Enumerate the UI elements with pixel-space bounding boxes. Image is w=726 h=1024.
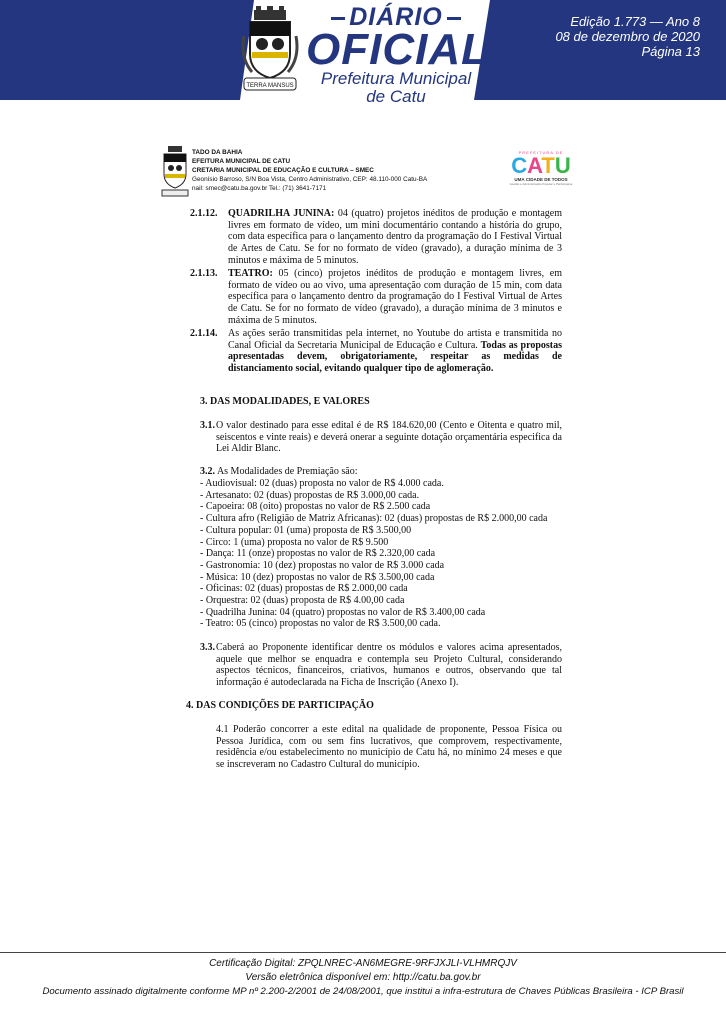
item-lead: TEATRO: [228,268,273,279]
list-item: - Cultura afro (Religião de Matriz Africanas): 02 (duas) propostas de R$ 2.000,00 cada [200,513,548,525]
item-number: 2.1.13. [190,268,218,279]
paragraph-text: Caberá ao Proponente identificar dentre os módulos e valores acima apresentados, aquele que melhor se enquadra e contempla seu Projeto Cultural, considerando aspectos técnicos, financeiros, criativos, humanos e outros, observando que tal informação é autodeclarada na Ficha de Inscrição (Anexo I). [216,642,562,689]
masthead [306,3,489,106]
paragraph-number: 3.2. [200,466,215,477]
item-2-1-13 [190,268,562,327]
item-number: 2.1.12. [190,208,218,219]
item-text: 04 (quatro) projetos inéditos de produção e montagem livres em formato de vídeo, um mini documentário contando a história do grupo, com data específica para o lançamento dentro da programação do I Festival Virtual de Artes de Catu. Se for no formato de vídeo (gravado), a duração mínima de 3 minutos e máxima de 5 minutos. [228,208,562,266]
crest-banner-text: TERRA MANSUS [246,83,294,89]
paragraph-4-1: 4.1 Poderão concorrer a este edital na qualidade de proponente, Pessoa Física ou Pessoa Jurídica, com ou sem fins lucrativos, que comprovem, respectivamente, residência e/ou estabelecimento no município de Catu há, no mínimo 24 meses e que se inscreveram no Cadastro Cultural do município. [216,724,562,771]
item-number: 2.1.14. [190,328,218,339]
list-item: - Orquestra: 02 (duas) proposta de R$ 4.00,00 cada [200,595,405,607]
list-item: - Circo: 1 (uma) proposta no valor de R$ 9.500 [200,536,389,548]
logo-catu-name: CATU [511,153,571,178]
item-text: 05 (cinco) projetos inéditos de produção e montagem livres, em formato de vídeo ou ao vivo, uma apresentação com duração de 15 min, com data específica para o lançamento dentro da programação do I Festival Virtual de Artes de Catu. Se for no formato de vídeo (gravado), a duração mínima de 3 minutos e máxima de 5 minutos. [228,268,562,326]
list-item: - Cultura popular: 01 (uma) proposta de R$ 3.500,00 [200,524,412,536]
list-item: - Música: 10 (dez) propostas no valor de R$ 3.500,00 cada [200,571,435,583]
section-3-title: 3. DAS MODALIDADES, E VALORES [200,396,370,407]
logo-prefeitura-de: PREFEITURA DE [518,150,564,155]
footer-signature-note: Documento assinado digitalmente conforme MP nº 2.200-2/2001 de 24/08/2001, que institui a infra-estrutura de Chaves Públicas Brasileira - ICP Brasil [42,986,684,997]
modalidades-list [200,478,562,630]
page-number: Página 13 [641,44,700,59]
page-footer [0,950,726,1024]
footer-divider [0,952,726,953]
footer-certification: Certificação Digital: ZPQLNREC-AN6MEGRE-9RFJXJLI-VLHMRQJV [209,958,517,969]
paragraph-3-1 [200,420,562,455]
masthead-oficial: OFICIAL [306,25,489,74]
paragraph-text: As Modalidades de Premiação são: [215,466,358,477]
paragraph-3-3 [200,642,562,689]
item-2-1-14 [190,328,562,375]
masthead-prefeitura-line2: de Catu [366,87,426,106]
item-bold-tail: Todas as propostas apresentadas devem, obrigatoriamente, respeitar as medidas de distanciamento social, evitando qualquer tipo de aglomeração. [228,339,563,375]
paragraph-number: 3.1. [200,420,215,431]
list-item: - Quadrilha Junina: 04 (quatro) propostas no valor de R$ 3.400,00 cada [200,606,486,618]
letterhead-contact: nail: smec@catu.ba.gov.br Tel.: (71) 3641-7171 [192,185,327,192]
list-item: - Gastronomia: 10 (dez) propostas no valor de R$ 3.000 cada [200,559,445,571]
item-2-1-12 [190,208,562,267]
catu-coat-of-arms-icon [238,6,302,94]
edition-date: 08 de dezembro de 2020 [555,29,700,44]
municipal-crest-icon [160,144,190,202]
list-item: - Teatro: 05 (cinco) propostas no valor de R$ 3.500,00 cada. [200,618,441,630]
item-text: As ações serão transmitidas pela internet, no Youtube do artista e transmitida no Canal Oficial da Secretaria Municipal de Educação e Cultura. [228,328,562,351]
list-item: - Dança: 11 (onze) propostas no valor de R$ 2.320,00 cada [200,548,436,560]
edition-number: Edição 1.773 — Ano 8 [570,14,700,29]
letterhead-state: TADO DA BAHIA [192,149,243,156]
paragraph-text: O valor destinado para esse edital é de R$ 184.620,00 (Cento e Oitenta e quatro mil, seiscentos e vinte reais) e deverá onerar a seguinte dotação orçamentária especifica da Lei Aldir Blanc. [216,420,562,455]
letterhead-address: Geonísio Barroso, S/N Boa Vista, Centro Administrativo, CEP: 48.110-000 Catu-BA [192,176,428,183]
item-lead: QUADRILHA JUNINA: [228,208,335,219]
prefeitura-catu-logo [506,150,576,204]
section-4-title: 4. DAS CONDIÇÕES DE PARTICIPAÇÃO [186,700,374,711]
list-item: - Artesanato: 02 (duas) propostas de R$ 3.000,00 cada. [200,489,420,501]
logo-tagline: UMA CIDADE DE TODOS [514,177,568,182]
footer-version: Versão eletrônica disponível em: http://catu.ba.gov.br [245,972,481,983]
paragraph-3-2 [200,466,357,478]
list-item: - Oficinas: 02 (duas) propostas de R$ 2.000,00 cada [200,583,408,595]
masthead-diario: DIÁRIO [306,4,486,30]
paragraph-number: 3.3. [200,642,215,653]
letterhead-prefeitura: EFEITURA MUNICIPAL DE CATU [192,158,291,165]
list-item: - Audiovisual: 02 (duas) proposta no valor de R$ 4.000 cada. [200,478,444,489]
logo-subtitle: Gestão e Administração Popular e Participativa [509,182,573,186]
masthead-prefeitura-line1: Prefeitura Municipal [320,69,472,88]
letterhead-secretaria: CRETARIA MUNICIPAL DE EDUCAÇÃO E CULTURA – SMEC [192,167,374,174]
letterhead [160,144,590,206]
banner-left-bar [0,0,240,100]
diario-oficial-banner [0,0,726,106]
edition-info [555,14,700,59]
list-item: - Capoeira: 08 (oito) propostas no valor de R$ 2.500 cada [200,501,431,513]
